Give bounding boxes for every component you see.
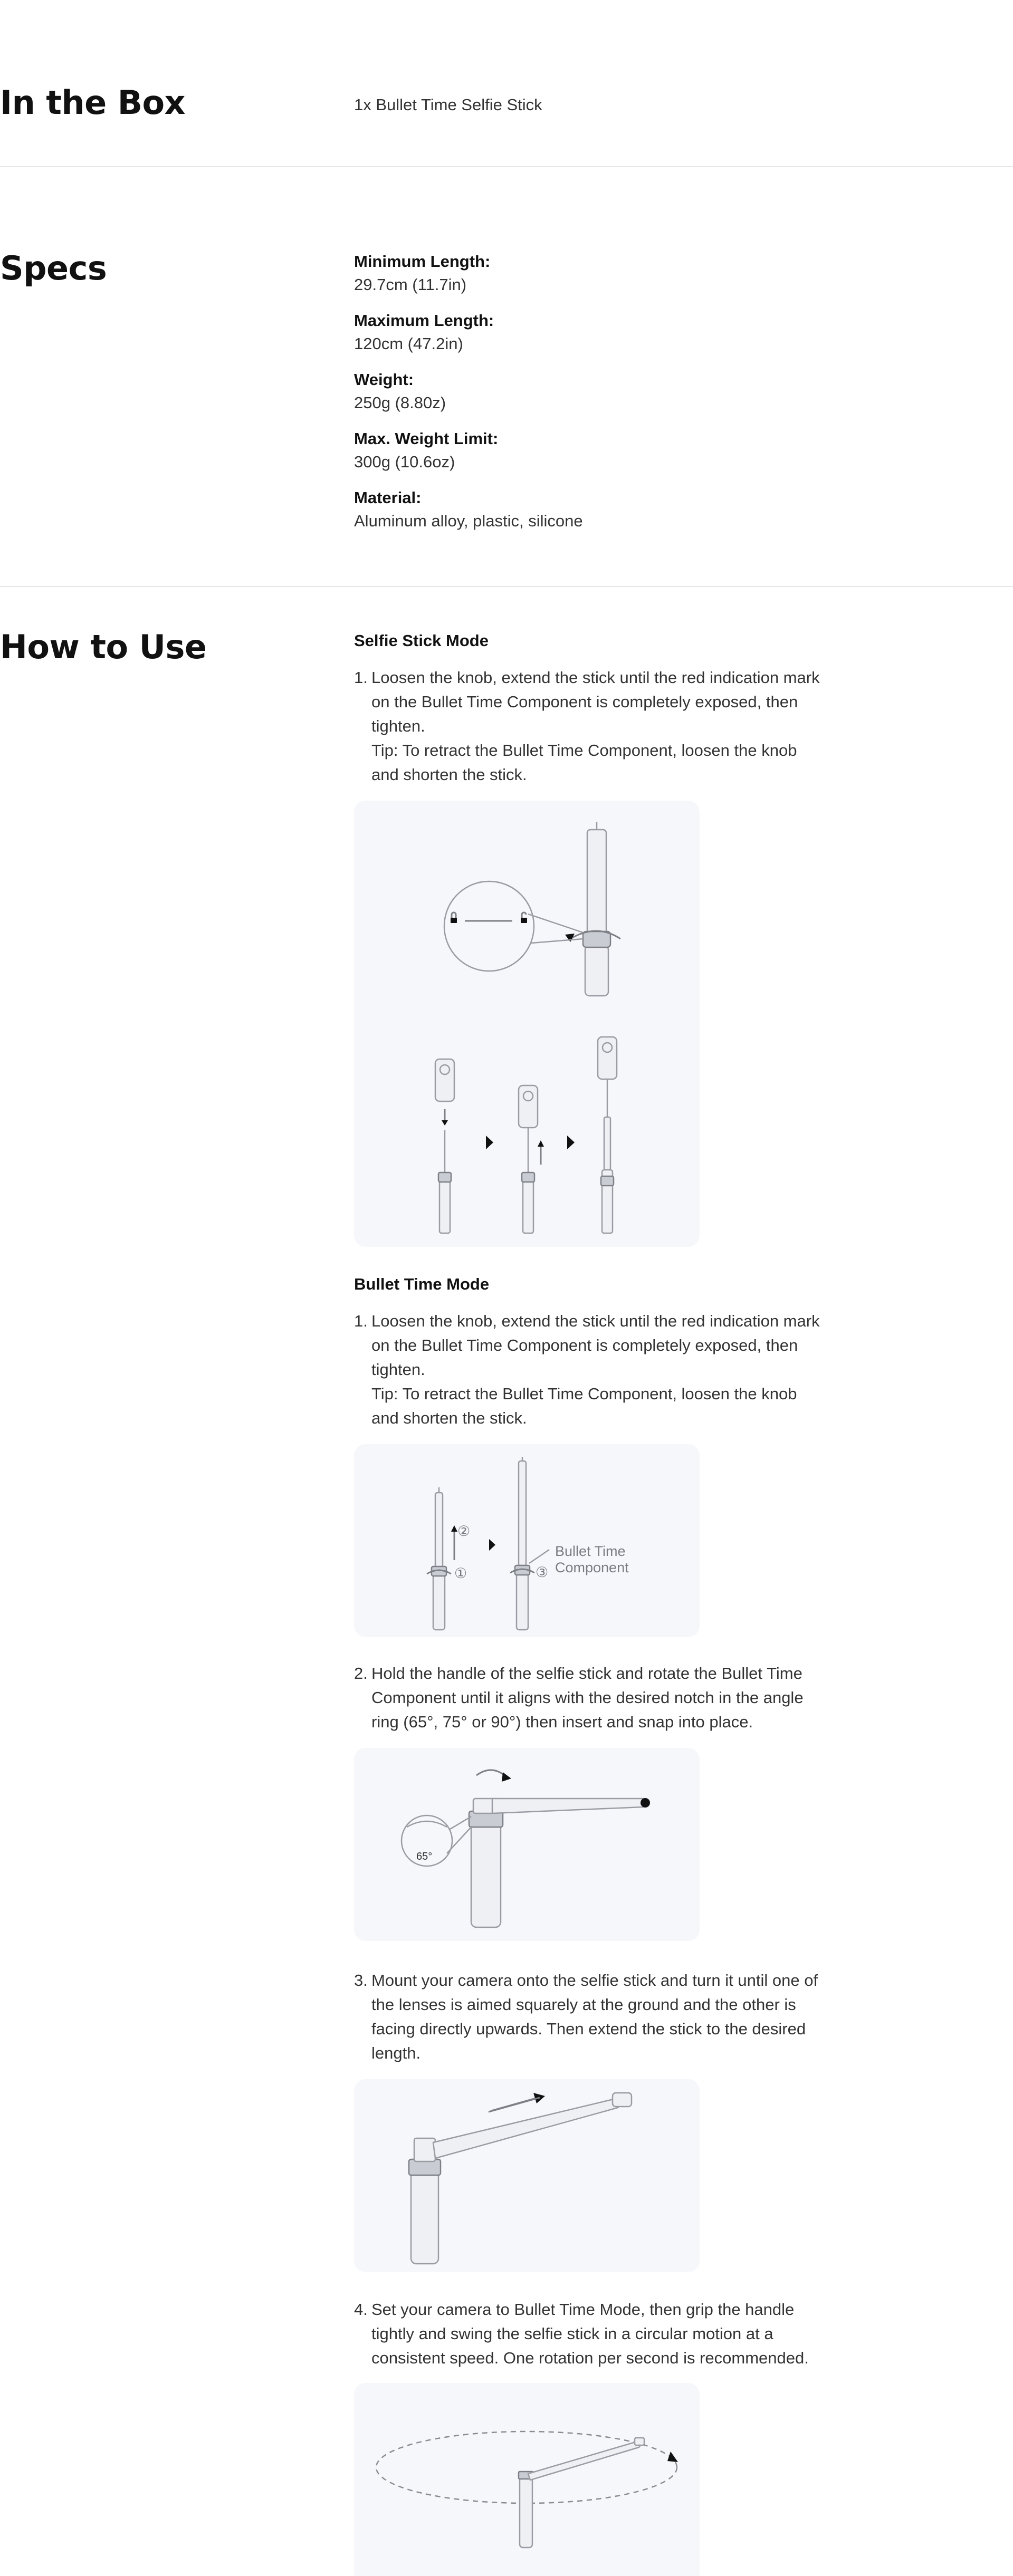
step-line: consistent speed. One rotation per second is recommended.: [371, 2349, 809, 2367]
spec-item: [354, 427, 829, 474]
spec-value: 300g (10.6oz): [354, 453, 455, 471]
bullet-time-component-diagram: [354, 1444, 700, 1637]
bullet-step-1-illustration: [354, 1444, 700, 1637]
step-line: the lenses is aimed squarely at the ground and the other is: [371, 1995, 796, 2014]
spec-label: Maximum Length:: [354, 311, 494, 330]
spec-item: [354, 250, 829, 296]
step-number: 4.: [354, 2300, 368, 2319]
step-line: tightly and swing the selfie stick in a circular motion at a: [371, 2324, 773, 2343]
selfie-step-1: [354, 666, 839, 787]
bullet-step-4: [354, 2298, 839, 2370]
step-line: tighten.: [371, 1360, 425, 1379]
selfie-mode-title: Selfie Stick Mode: [354, 631, 489, 650]
selfie-mode-illustration: [354, 801, 700, 1247]
bullet-step-1: [354, 1309, 839, 1430]
in-the-box-title: In the Box: [0, 83, 186, 122]
step-line: Tip: To retract the Bullet Time Component, loosen the knob: [371, 1385, 797, 1403]
component-label-line1: Bullet Time: [555, 1543, 626, 1559]
bullet-step-2-illustration: [354, 1748, 700, 1941]
step-number: 3.: [354, 1971, 368, 1989]
angle-ring-diagram: [354, 1748, 700, 1941]
bullet-step-4-illustration: [354, 2383, 700, 2576]
in-the-box-item: 1x Bullet Time Selfie Stick: [354, 95, 542, 114]
section-divider: [0, 586, 1013, 587]
how-to-use-title: How to Use: [0, 628, 207, 666]
mount-camera-diagram: [354, 2079, 700, 2272]
spec-value: 120cm (47.2in): [354, 334, 463, 353]
step-number: 1.: [354, 668, 368, 687]
step-line: Mount your camera onto the selfie stick and turn it until one of: [371, 1971, 818, 1989]
step-line: facing directly upwards. Then extend the stick to the desired: [371, 2020, 806, 2038]
spec-value: 250g (8.80z): [354, 393, 446, 412]
bullet-mode-title: Bullet Time Mode: [354, 1275, 490, 1293]
bullet-step-3: [354, 1968, 839, 2065]
spec-item: [354, 309, 829, 355]
step-line: Hold the handle of the selfie stick and rotate the Bullet Time: [371, 1664, 802, 1683]
marker-2-label: ②: [457, 1523, 471, 1539]
step-line: tighten.: [371, 717, 425, 735]
marker-3-label: ③: [536, 1564, 549, 1580]
step-line: Tip: To retract the Bullet Time Component, loosen the knob: [371, 741, 797, 760]
step-line: on the Bullet Time Component is completely exposed, then: [371, 693, 798, 711]
selfie-stick-extend-diagram: [354, 801, 700, 1247]
spec-value: 29.7cm (11.7in): [354, 275, 467, 294]
step-line: Component until it aligns with the desired notch in the angle: [371, 1688, 804, 1707]
in-the-box-list: [354, 93, 829, 117]
step-line: and shorten the stick.: [371, 765, 527, 784]
angle-label: 65°: [416, 1851, 433, 1862]
spec-label: Weight:: [354, 370, 414, 389]
section-divider: [0, 166, 1013, 167]
step-line: length.: [371, 2044, 421, 2062]
spec-item: [354, 486, 829, 533]
marker-1-label: ①: [454, 1565, 467, 1581]
step-number: 1.: [354, 1312, 368, 1330]
swing-rotation-diagram: [354, 2383, 700, 2576]
spec-label: Material:: [354, 488, 422, 507]
step-line: and shorten the stick.: [371, 1409, 527, 1427]
step-line: Loosen the knob, extend the stick until the red indication mark: [371, 1312, 820, 1330]
spec-label: Minimum Length:: [354, 252, 491, 271]
spec-item: [354, 368, 829, 415]
step-line: on the Bullet Time Component is completely exposed, then: [371, 1336, 798, 1354]
step-line: ring (65°, 75° or 90°) then insert and snap into place.: [371, 1713, 753, 1731]
bullet-step-2: [354, 1661, 839, 1734]
step-number: 2.: [354, 1664, 368, 1683]
step-line: Set your camera to Bullet Time Mode, then grip the handle: [371, 2300, 795, 2319]
specs-title: Specs: [0, 249, 107, 287]
spec-label: Max. Weight Limit:: [354, 429, 499, 448]
component-label-line2: Component: [555, 1560, 629, 1575]
spec-value: Aluminum alloy, plastic, silicone: [354, 512, 583, 530]
step-line: Loosen the knob, extend the stick until the red indication mark: [371, 668, 820, 687]
bullet-step-3-illustration: [354, 2079, 700, 2272]
specs-list: [354, 250, 829, 545]
